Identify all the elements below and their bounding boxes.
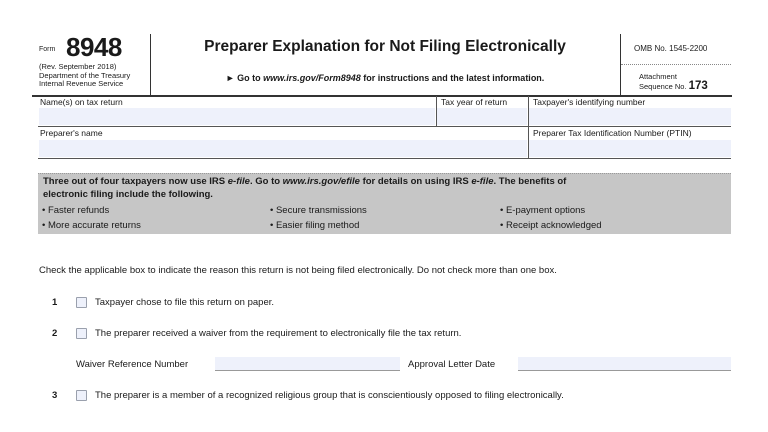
reason-1-text: Taxpayer chose to file this return on paper. — [95, 297, 275, 308]
waiver-reference-input[interactable] — [215, 357, 400, 371]
department-name: Department of the Treasury — [39, 71, 131, 80]
sequence-label: Sequence No. — [639, 81, 689, 91]
sequence-number: 173 — [688, 79, 708, 92]
taxpayer-id-label: Taxpayer's identifying number — [533, 97, 646, 107]
form-number: 8948 — [66, 32, 122, 62]
benefit-item: • Easier filing method — [270, 220, 360, 231]
row-rule — [38, 126, 731, 127]
sequence-label-row — [639, 79, 708, 92]
benefit-item: • More accurate returns — [42, 220, 141, 231]
banner-text-segment: . Go to — [249, 176, 283, 187]
approval-letter-date-input[interactable] — [518, 357, 731, 371]
ptin-input[interactable] — [529, 140, 731, 157]
waiver-reference-label: Waiver Reference Number — [76, 359, 189, 370]
form-title: Preparer Explanation for Not Filing Electronically — [204, 38, 566, 55]
attachment-label: Attachment — [639, 72, 677, 81]
benefit-item: • Secure transmissions — [270, 205, 367, 216]
names-on-return-input[interactable] — [39, 108, 435, 125]
names-on-return-label: Name(s) on tax return — [40, 97, 123, 107]
ptin-label: Preparer Tax Identification Number (PTIN) — [533, 128, 692, 138]
reason-3-text: The preparer is a member of a recognized religious group that is conscientiously opposed to filing electronically. — [95, 390, 564, 401]
form-instructions-link[interactable]: www.irs.gov/Form8948 — [263, 73, 361, 83]
banner-text-segment: for details on using IRS — [359, 176, 472, 187]
banner-text-efile: e-file — [227, 176, 250, 187]
efile-link[interactable]: www.irs.gov/efile — [282, 176, 360, 187]
reason-1-checkbox[interactable] — [76, 297, 87, 308]
attachment-sequence — [639, 72, 708, 91]
banner-text-segment: Three out of four taxpayers now use IRS — [43, 176, 228, 187]
line-number: 3 — [52, 390, 58, 401]
tax-year-input[interactable] — [437, 108, 527, 125]
reason-3-checkbox[interactable] — [76, 390, 87, 401]
line-number: 2 — [52, 328, 58, 339]
reason-2-checkbox[interactable] — [76, 328, 87, 339]
tax-year-label: Tax year of return — [441, 97, 508, 107]
approval-letter-date-label: Approval Letter Date — [408, 359, 496, 370]
preparer-name-input[interactable] — [39, 140, 527, 157]
subtitle-suffix: for instructions and the latest information. — [360, 73, 545, 83]
efile-banner-text — [43, 175, 723, 201]
line-number: 1 — [52, 297, 58, 308]
subtitle-prefix: ► Go to — [225, 73, 264, 83]
agency-name: Internal Revenue Service — [39, 79, 124, 88]
omb-number: OMB No. 1545-2200 — [634, 44, 708, 53]
reason-2-text: The preparer received a waiver from the requirement to electronically file the tax return. — [95, 328, 462, 339]
revision-date: (Rev. September 2018) — [39, 62, 117, 71]
benefit-item: • Receipt acknowledged — [500, 220, 602, 231]
benefit-item: • E-payment options — [500, 205, 586, 216]
taxpayer-id-input[interactable] — [529, 108, 731, 125]
form-subtitle — [160, 73, 610, 83]
banner-text-line2: electronic filing include the following. — [43, 189, 213, 200]
header-divider-left — [150, 34, 151, 96]
row-rule — [38, 158, 731, 159]
benefit-item: • Faster refunds — [42, 205, 110, 216]
header-divider-right — [620, 34, 621, 96]
banner-text-efile: e-file — [471, 176, 494, 187]
preparer-name-label: Preparer's name — [40, 128, 103, 138]
banner-text-segment: . The benefits of — [493, 176, 567, 187]
form-label: Form — [39, 46, 56, 53]
instruction-text: Check the applicable box to indicate the reason this return is not being filed electronically. Do not check more than one box. — [39, 265, 557, 276]
omb-divider — [621, 64, 731, 65]
